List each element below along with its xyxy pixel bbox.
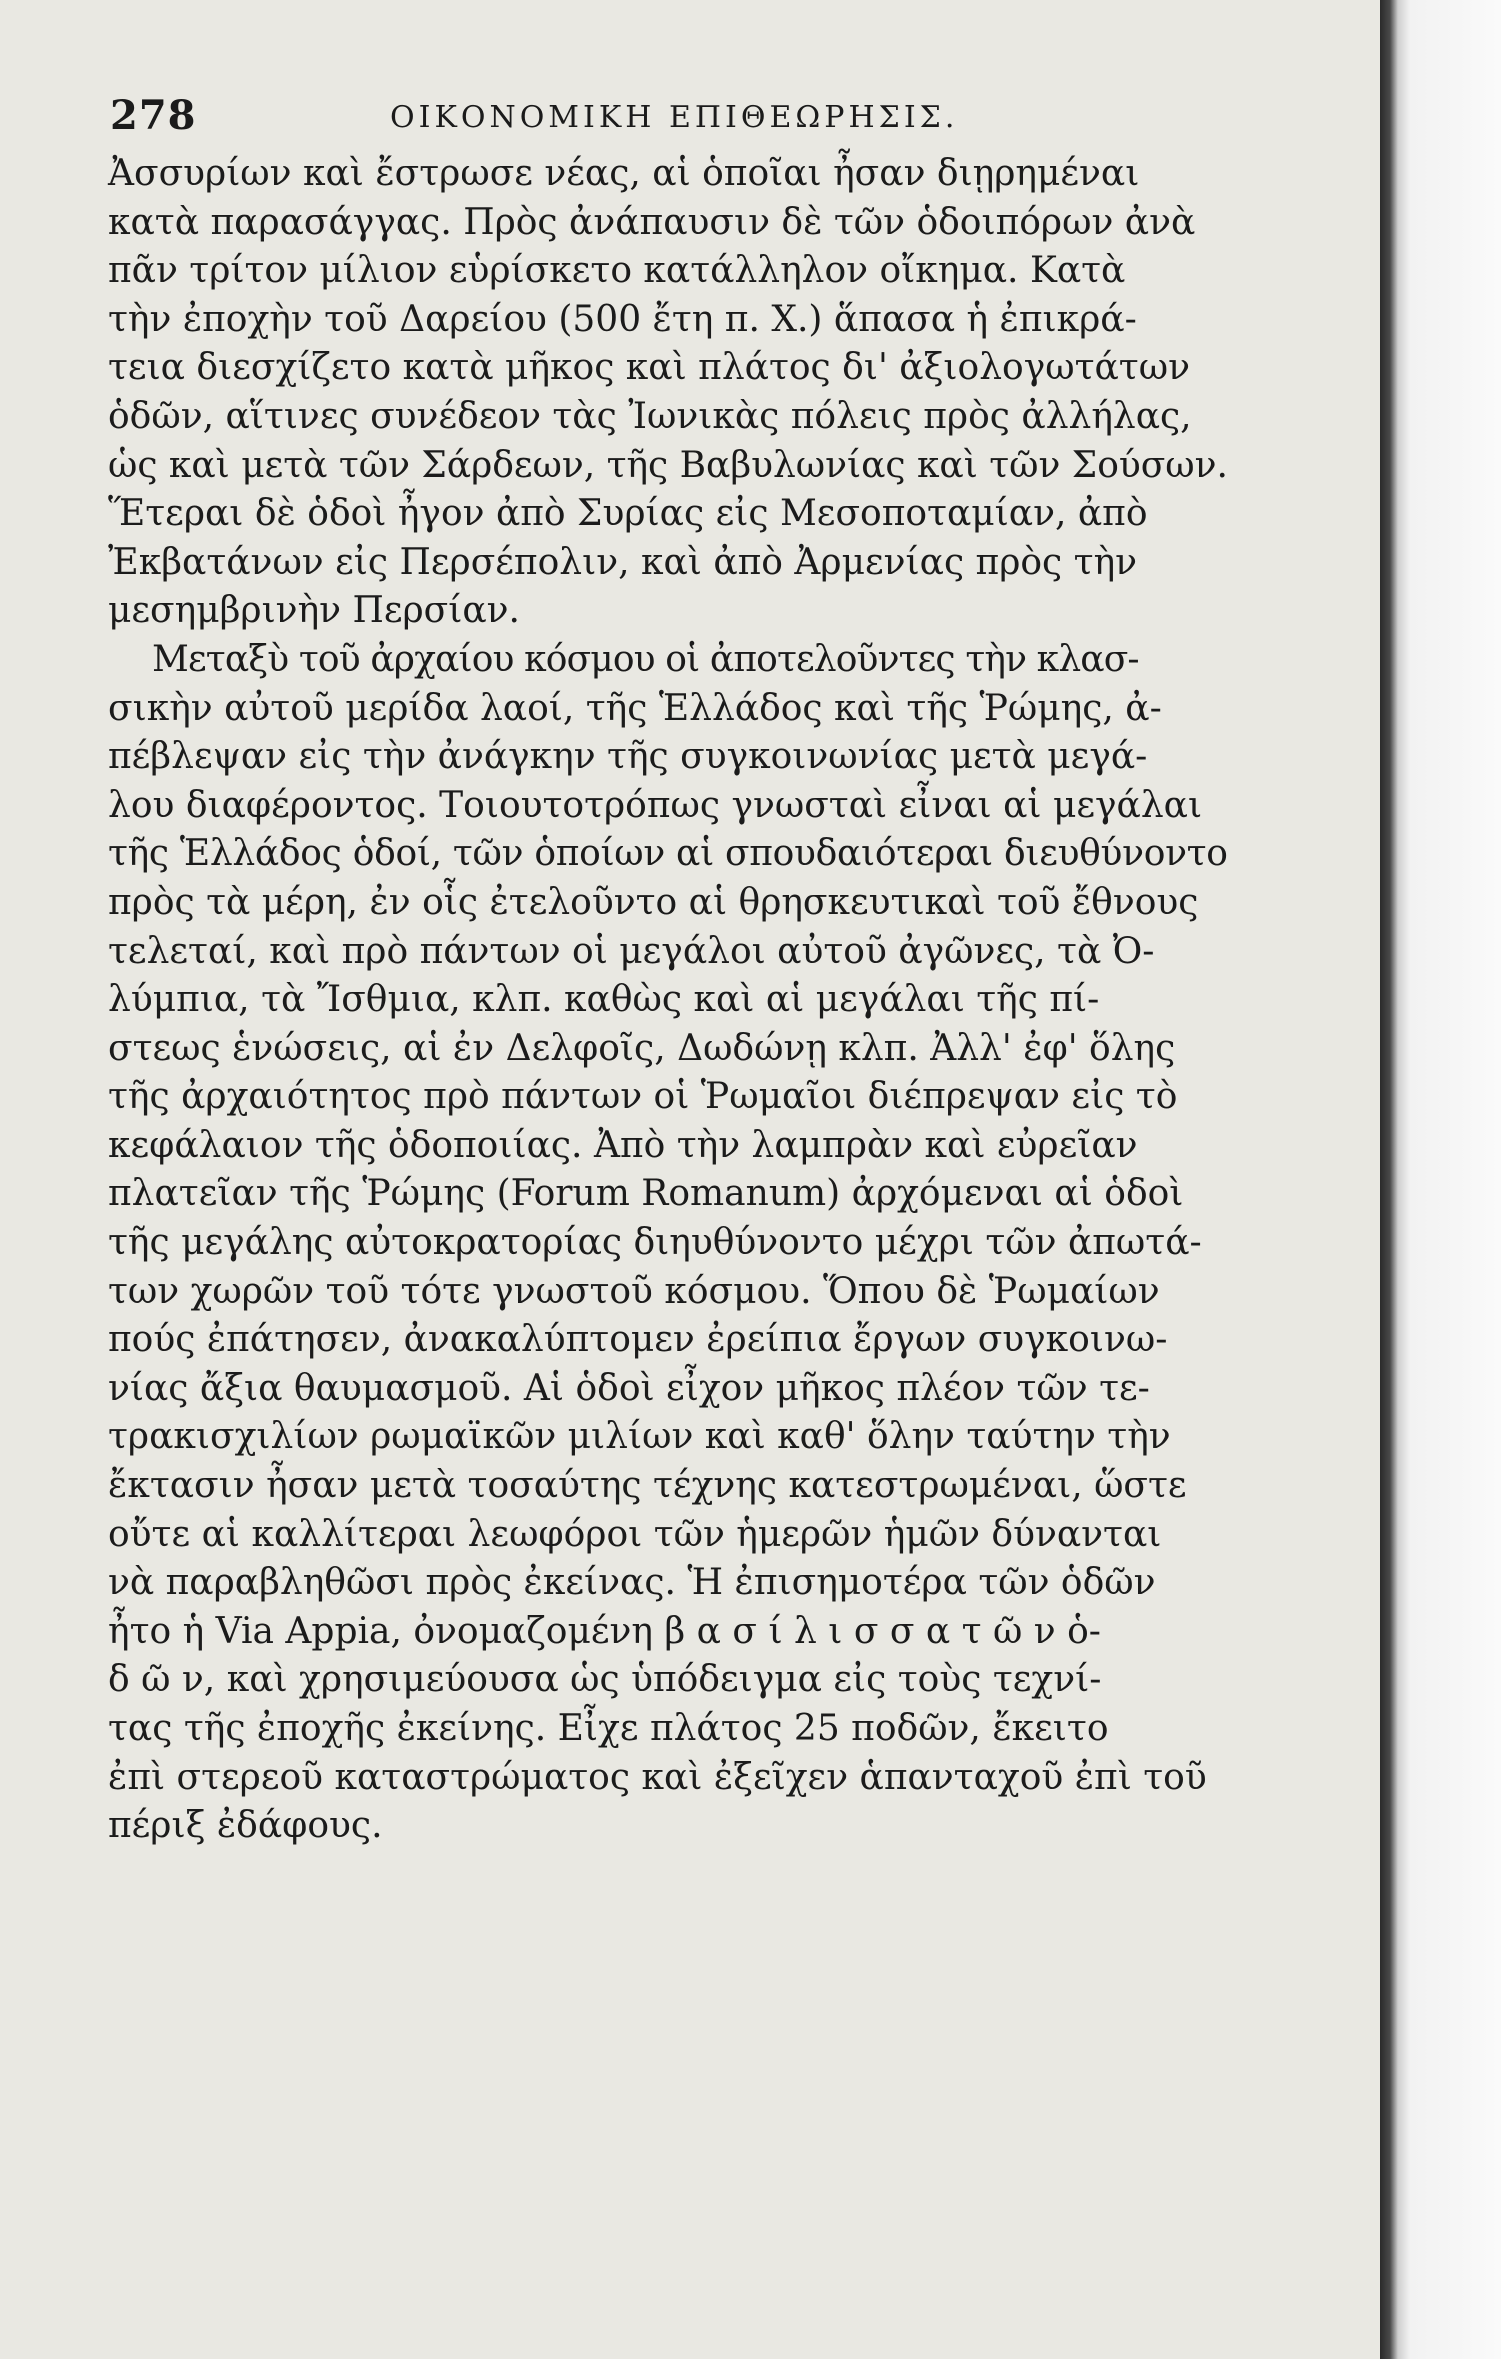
text-line: στεως ἑνώσεις, αἱ ἐν Δελφοῖς, Δωδώνῃ κλπ. Ἀλλ' ἐφ' ὅλης xyxy=(108,1027,1176,1069)
text-line: πρὸς τὰ μέρη, ἐν οἷς ἐτελοῦντο αἱ θρησκευτικαὶ τοῦ ἔθνους xyxy=(108,881,1199,923)
text-line: τεια διεσχίζετο κατὰ μῆκος καὶ πλάτος δι' ἀξιολογωτάτων xyxy=(108,347,1190,389)
text-line: τὴν ἐποχὴν τοῦ Δαρείου (500 ἔτη π. Χ.) ἅπασα ἡ ἐπικρά- xyxy=(108,298,1137,340)
text-line: νὰ παραβληθῶσι πρὸς ἐκείνας. Ἡ ἐπισημοτέρα τῶν ὁδῶν xyxy=(108,1562,1156,1604)
page-gutter xyxy=(1380,0,1501,2359)
text-line: κεφάλαιον τῆς ὁδοποιίας. Ἀπὸ τὴν λαμπρὰν καὶ εὐρεῖαν xyxy=(108,1124,1138,1166)
page-header xyxy=(100,92,1240,142)
text-line: τας τῆς ἐποχῆς ἐκείνης. Εἶχε πλάτος 25 ποδῶν, ἔκειτο xyxy=(108,1708,1109,1749)
text-line: τῆς μεγάλης αὐτοκρατορίας διηυθύνοντο μέχρι τῶν ἀπωτά- xyxy=(108,1222,1202,1264)
text-line: των χωρῶν τοῦ τότε γνωστοῦ κόσμου. Ὅπου δὲ Ῥωμαίων xyxy=(108,1270,1160,1312)
text-line: δ ῶ ν, καὶ χρησιμεύουσα ὡς ὑπόδειγμα εἰς τοὺς τεχνί- xyxy=(108,1659,1102,1701)
text-line: Μεταξὺ τοῦ ἀρχαίου κόσμου οἱ ἀποτελοῦντες τὴν κλασ- xyxy=(152,638,1139,680)
text-line: πέριξ ἐδάφους. xyxy=(108,1805,383,1847)
text-line: ὁδῶν, αἵτινες συνέδεον τὰς Ἰωνικὰς πόλεις πρὸς ἀλλήλας, xyxy=(108,395,1192,437)
text-line: πέβλεψαν εἰς τὴν ἀνάγκην τῆς συγκοινωνίας μετὰ μεγά- xyxy=(108,736,1148,778)
page-number: 278 xyxy=(110,92,197,139)
paragraph-1 xyxy=(108,150,1228,636)
text-line: τρακισχιλίων ρωμαϊκῶν μιλίων καὶ καθ' ὅλην ταύτην τὴν xyxy=(108,1416,1171,1458)
text-line: Ἀσσυρίων καὶ ἔστρωσε νέας, αἱ ὁποῖαι ἦσαν διῃρημέναι xyxy=(108,153,1140,194)
text-line: νίας ἄξια θαυμασμοῦ. Αἱ ὁδοὶ εἶχον μῆκος πλέον τῶν τε- xyxy=(108,1367,1150,1409)
text-line: ὡς καὶ μετὰ τῶν Σάρδεων, τῆς Βαβυλωνίας καὶ τῶν Σούσων. xyxy=(108,444,1228,486)
paragraph-2 xyxy=(108,636,1228,685)
text-line: πᾶν τρίτον μίλιον εὑρίσκετο κατάλληλον οἴκημα. Κατὰ xyxy=(108,250,1126,292)
text-line: πούς ἐπάτησεν, ἀνακαλύπτομεν ἐρείπια ἔργων συγκοινω- xyxy=(108,1319,1168,1361)
text-line: ἐπὶ στερεοῦ καταστρώματος καὶ ἐξεῖχεν ἁπανταχοῦ ἐπὶ τοῦ xyxy=(108,1756,1207,1798)
text-line: πλατεῖαν τῆς Ῥώμης (Forum Romanum) ἀρχόμεναι αἱ ὁδοὶ xyxy=(108,1173,1184,1215)
text-line: μεσημβρινὴν Περσίαν. xyxy=(108,590,520,632)
text-line: Ἕτεραι δὲ ὁδοὶ ἦγον ἀπὸ Συρίας εἰς Μεσοποταμίαν, ἀπὸ xyxy=(108,493,1148,535)
text-line: λύμπια, τὰ Ἴσθμια, κλπ. καθὼς καὶ αἱ μεγάλαι τῆς πί- xyxy=(108,979,1100,1021)
text-line: κατὰ παρασάγγας. Πρὸς ἀνάπαυσιν δὲ τῶν ὁδοιπόρων ἀνὰ xyxy=(108,201,1196,243)
paragraph-2-cont xyxy=(108,685,1228,1851)
text-line: λου διαφέροντος. Τοιουτοτρόπως γνωσταὶ εἶναι αἱ μεγάλαι xyxy=(108,784,1203,826)
text-line: τῆς ἀρχαιότητος πρὸ πάντων οἱ Ῥωμαῖοι διέπρεψαν εἰς τὸ xyxy=(108,1076,1178,1118)
body-text xyxy=(108,150,1228,1851)
text-line: ἔκτασιν ἦσαν μετὰ τοσαύτης τέχνης κατεστρωμέναι, ὥστε xyxy=(108,1465,1187,1507)
text-line: σικὴν αὐτοῦ μερίδα λαοί, τῆς Ἑλλάδος καὶ τῆς Ῥώμης, ἀ- xyxy=(108,687,1162,729)
text-line: τῆς Ἑλλάδος ὁδοί, τῶν ὁποίων αἱ σπουδαιότεραι διευθύνοντο xyxy=(108,833,1228,875)
text-line: Ἐκβατάνων εἰς Περσέπολιν, καὶ ἀπὸ Ἀρμενίας πρὸς τὴν xyxy=(108,541,1138,583)
text-line: τελεταί, καὶ πρὸ πάντων οἱ μεγάλοι αὐτοῦ ἀγῶνες, τὰ Ὀ- xyxy=(108,930,1155,972)
running-title: ΟΙΚΟΝΟΜΙΚΗ ΕΠΙΘΕΩΡΗΣΙΣ. xyxy=(390,100,959,135)
text-line: ἦτο ἡ Via Appia, ὀνομαζομένη β α σ ί λ ι σ σ α τ ῶ ν ὁ- xyxy=(108,1610,1101,1652)
text-line: οὔτε αἱ καλλίτεραι λεωφόροι τῶν ἡμερῶν ἡμῶν δύνανται xyxy=(108,1513,1162,1555)
